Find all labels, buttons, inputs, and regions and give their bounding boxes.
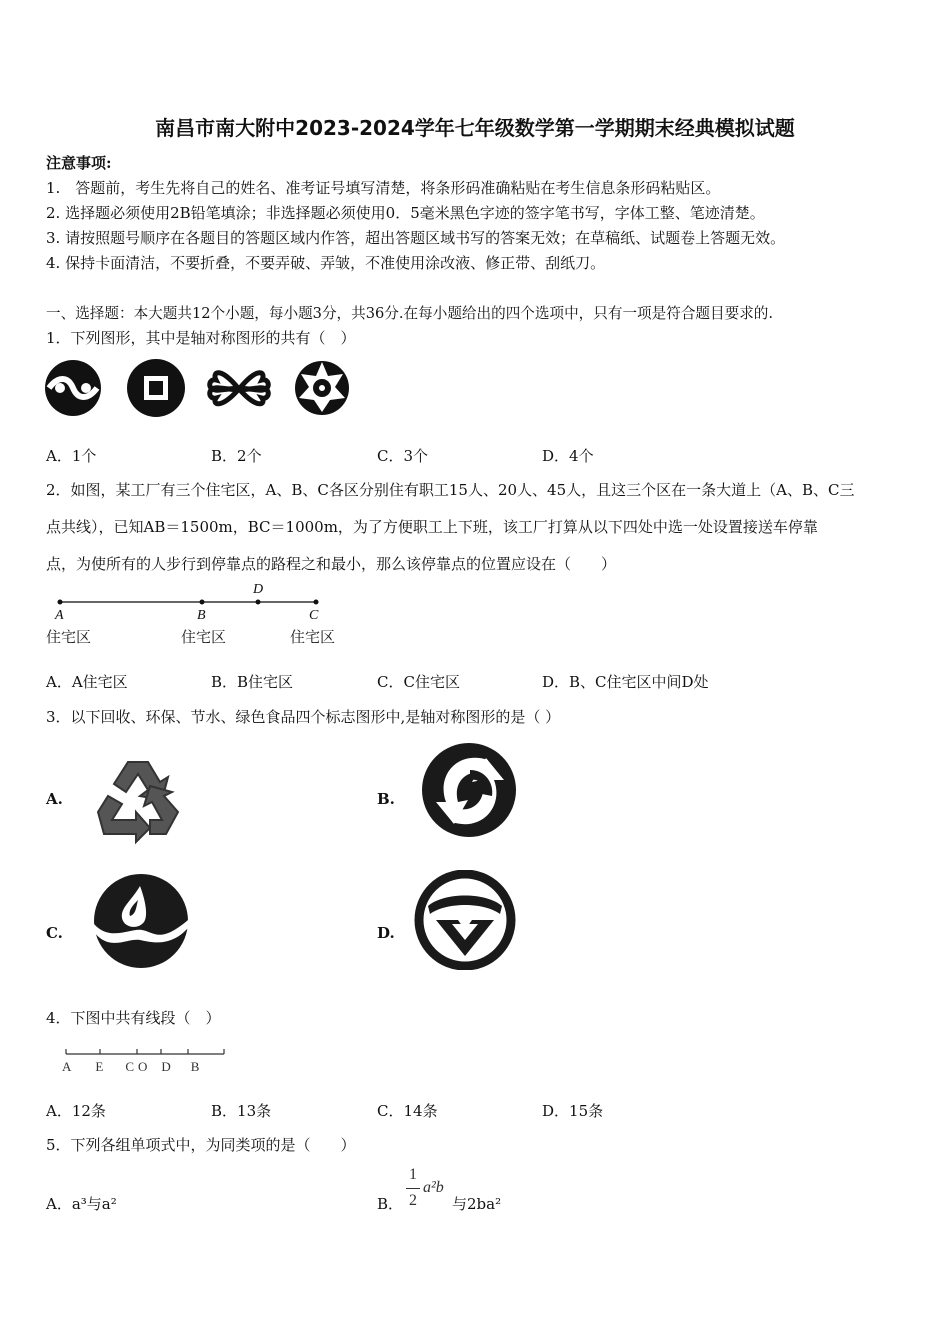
notice-heading: 注意事项: — [46, 154, 112, 172]
green-dot-icon — [418, 740, 520, 840]
q1-option-d: D．4个 — [542, 447, 594, 465]
q2-option-c: C．C住宅区 — [377, 673, 460, 691]
point-label: O — [138, 1059, 148, 1074]
q4-option-d: D．15条 — [542, 1102, 604, 1120]
q2-line-figure — [40, 578, 360, 608]
green-food-icon — [414, 870, 516, 970]
section-heading: 一、选择题：本大题共12个小题，每小题3分，共36分.在每小题给出的四个选项中，只有一项是符合题目要求的. — [46, 305, 774, 322]
notice-item: 4. 保持卡面清洁，不要折叠，不要弄破、弄皱，不准使用涂改液、修正带、刮纸刀。 — [46, 254, 606, 272]
coin-square-icon — [127, 359, 185, 417]
q1-option-c: C．3个 — [377, 447, 429, 465]
q1-stem: 1．下列图形，其中是轴对称图形的共有（ ） — [46, 329, 356, 347]
q3-label-b: B. — [377, 790, 395, 808]
point-label: D — [161, 1059, 171, 1074]
q3-label-c: C. — [46, 924, 63, 942]
zone-label-a: 住宅区 — [46, 628, 92, 646]
q3-label-a: A. — [46, 790, 63, 808]
q3-stem: 3．以下回收、环保、节水、绿色食品四个标志图形中,是轴对称图形的是（ ） — [46, 708, 561, 726]
label-c: C — [309, 608, 319, 623]
four-petal-knot-icon — [210, 373, 269, 404]
water-saving-icon — [90, 872, 192, 970]
q5-option-b-label: B． — [377, 1195, 404, 1213]
label-b: B — [197, 608, 206, 623]
q5-option-a: A．a³与a² — [46, 1195, 117, 1213]
q5-option-b-tail: 与2ba² — [452, 1195, 502, 1213]
point-label: E — [95, 1059, 104, 1074]
label-a: A — [55, 608, 64, 623]
q2-option-d: D．B、C住宅区中间D处 — [542, 673, 709, 691]
q2-stem-line1: 2．如图，某工厂有三个住宅区，A、B、C各区分别住有职工15人、20人、45人，且这三个区在一条大道上（A、B、C三 — [46, 481, 855, 499]
fraction-bar — [406, 1188, 420, 1189]
q2-option-a: A．A住宅区 — [46, 673, 128, 691]
label-d: D — [253, 582, 264, 597]
notice-item: 3. 请按照题号顺序在各题目的答题区域内作答，超出答题区域书写的答案无效；在草稿纸、试题卷上答题无效。 — [46, 229, 786, 247]
fraction-numerator: 1 — [409, 1166, 417, 1183]
fraction-denominator: 2 — [409, 1192, 417, 1209]
zone-label-b: 住宅区 — [181, 628, 227, 646]
point-label: C — [125, 1059, 135, 1074]
yin-yang-icon — [45, 360, 101, 416]
q1-figures — [40, 352, 370, 427]
q2-stem-line2: 点共线），已知AB＝1500m，BC＝1000m，为了方便职工上下班，该工厂打算从以下四处中选一处设置接送车停靠 — [46, 518, 818, 536]
q4-point-labels — [62, 1059, 199, 1075]
q5-stem: 5．下列各组单项式中，为同类项的是（ ） — [46, 1136, 356, 1154]
page-title: 南昌市南大附中2023-2024学年七年级数学第一学期期末经典模拟试题 — [155, 116, 795, 140]
q5-option-b-expr: a²b — [423, 1179, 444, 1196]
notice-item: 1. 答题前，考生先将自己的姓名、准考证号填写清楚，将条形码准确粘贴在考生信息条形码粘贴区。 — [46, 179, 721, 197]
point-label: A — [62, 1059, 72, 1074]
zone-label-c: 住宅区 — [290, 628, 336, 646]
q2-stem-line3: 点，为使所有的人步行到停靠点的路程之和最小，那么该停靠点的位置应设在（ ） — [46, 555, 617, 573]
notice-item: 2. 选择题必须使用2B铅笔填涂；非选择题必须使用0．5毫米黑色字迹的签字笔书写，字体工整、笔迹清楚。 — [46, 204, 765, 222]
point-a — [58, 600, 63, 605]
q1-option-a: A．1个 — [46, 447, 97, 465]
q4-option-c: C．14条 — [377, 1102, 438, 1120]
q3-label-d: D. — [377, 924, 395, 942]
point-label: B — [190, 1059, 200, 1074]
q2-option-b: B．B住宅区 — [211, 673, 294, 691]
point-b — [200, 600, 205, 605]
q1-option-b: B．2个 — [211, 447, 262, 465]
q4-stem: 4．下图中共有线段（ ） — [46, 1009, 221, 1027]
point-c — [314, 600, 319, 605]
q4-option-b: B．13条 — [211, 1102, 272, 1120]
five-petal-flower-icon — [295, 361, 349, 415]
recycle-icon — [88, 752, 188, 847]
q4-option-a: A．12条 — [46, 1102, 106, 1120]
point-d — [256, 600, 261, 605]
